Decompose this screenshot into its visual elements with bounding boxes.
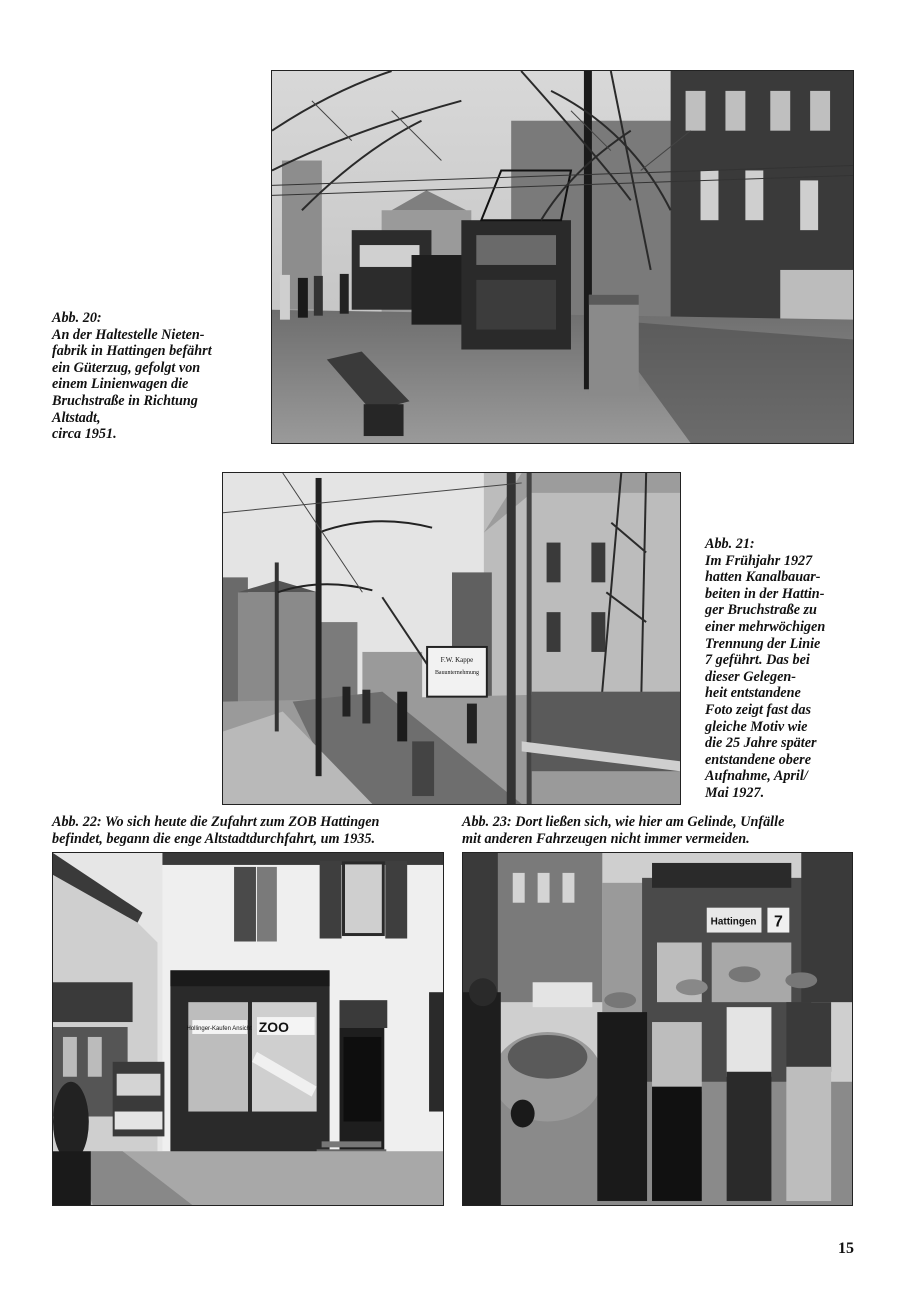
sign-line2: Bauunternehmung (434, 669, 479, 676)
caption-fig22 (52, 814, 452, 847)
page-number: 15 (838, 1240, 854, 1257)
caption-fig21-line: heit entstandene (705, 685, 801, 702)
caption-fig23-line (462, 814, 862, 831)
caption-fig21-line: 7 geführt. Das bei (705, 652, 810, 669)
caption-fig20-line: Bruchstraße in Richtung (52, 392, 198, 409)
caption-fig22-line: befindet, begann die enge Altstadtdurchfahrt, um 1935. (52, 830, 376, 847)
tram-line-number: 7 (773, 913, 783, 931)
caption-fig21-line: gleiche Motiv wie (705, 718, 808, 735)
caption-fig21-line: einer mehrwöchigen (705, 618, 826, 635)
caption-fig21-line: Im Frühjahr 1927 (705, 552, 813, 569)
caption-fig21-label: Abb. 21: (705, 536, 755, 552)
caption-fig20-label: Abb. 20: (52, 310, 102, 326)
caption-fig20-line: ein Güterzug, gefolgt von (52, 359, 201, 376)
tram-destination: Hattingen (710, 916, 757, 928)
caption-fig21-line: Aufnahme, April/ (705, 768, 808, 785)
caption-fig21-line: ger Bruchstraße zu (705, 602, 817, 619)
shop-sign-zoo: ZOO (258, 1018, 289, 1035)
caption-fig20-line: Altstadt, (52, 409, 101, 426)
caption-fig22-label: Abb. 22: (52, 814, 102, 830)
caption-fig21-line: Trennung der Linie (705, 635, 821, 652)
photo-fig21 (222, 472, 681, 805)
photo-fig22 (52, 852, 444, 1206)
photo-fig20 (271, 70, 854, 444)
photo-fig21-drawing (223, 473, 680, 804)
caption-fig22-text: Wo sich heute die Zufahrt zum ZOB Hattingen (104, 814, 380, 830)
caption-fig21-line: Foto zeigt fast das (705, 701, 812, 718)
caption-fig21-line: dieser Gelegen- (705, 668, 797, 685)
photo-fig20-drawing (272, 71, 853, 443)
caption-fig20-line: fabrik in Hattingen befährt (52, 343, 212, 360)
caption-fig21-line: entstandene obere (705, 751, 812, 768)
shop-sign-left: Hollinger-Kaufen Ansicht (186, 1025, 252, 1032)
caption-fig23 (462, 814, 862, 847)
caption-fig20-line: einem Linienwagen die (52, 376, 189, 393)
sign-line1: F.W. Kappe (440, 655, 474, 664)
caption-fig20 (52, 310, 267, 443)
caption-fig21 (705, 536, 865, 802)
caption-fig22-line (52, 814, 452, 831)
caption-fig23-line: mit anderen Fahrzeugen nicht immer vermeiden. (462, 830, 750, 847)
caption-fig20-line: An der Haltestelle Nieten- (52, 326, 205, 343)
caption-fig21-line: die 25 Jahre später (705, 735, 817, 752)
caption-fig23-label: Abb. 23: (462, 814, 512, 830)
caption-fig20-line: circa 1951. (52, 426, 117, 443)
caption-fig21-line: beiten in der Hattin- (705, 585, 825, 602)
photo-fig23-drawing (463, 853, 852, 1205)
caption-fig21-line: hatten Kanalbauar- (705, 569, 821, 586)
photo-fig23 (462, 852, 853, 1206)
caption-fig23-text: Dort ließen sich, wie hier am Gelinde, Unfälle (515, 814, 785, 830)
photo-fig22-drawing (53, 853, 443, 1205)
caption-fig21-line: Mai 1927. (705, 784, 765, 801)
